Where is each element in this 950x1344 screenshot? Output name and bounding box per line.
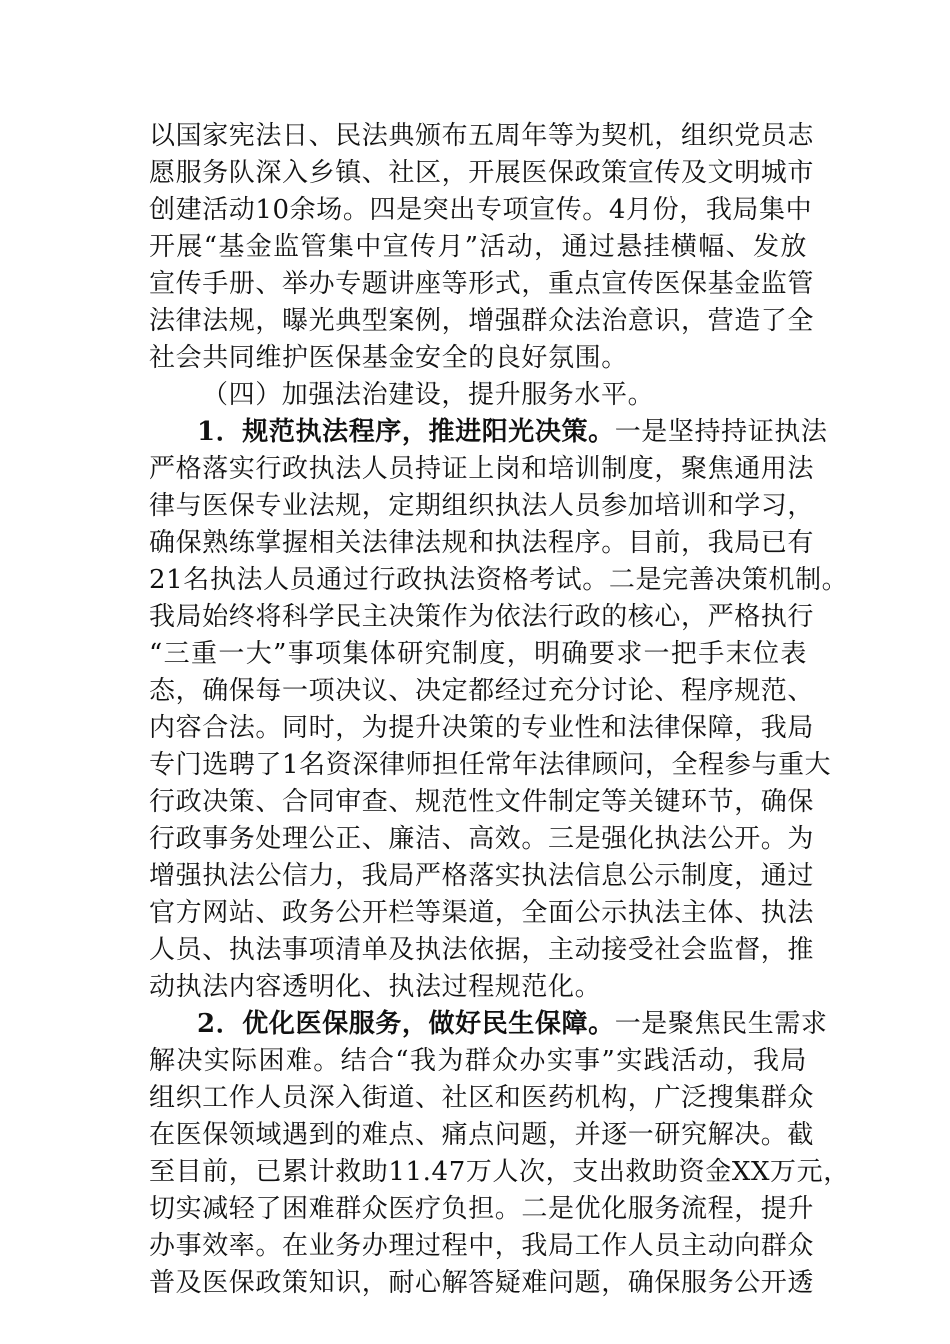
continued-paragraph bbox=[149, 118, 815, 377]
text-line: 解决实际困难。结合“我为群众办实事”实践活动，我局 bbox=[149, 1046, 807, 1076]
text-line: 专门选聘了1名资深律师担任常年法律顾问，全程参与重大 bbox=[149, 750, 832, 780]
text-line: 愿服务队深入乡镇、社区，开展医保政策宣传及文明城市 bbox=[149, 158, 815, 188]
text-line: 确保熟练掌握相关法律法规和执法程序。目前，我局已有 bbox=[149, 528, 815, 558]
text-line: 行政事务处理公正、廉洁、高效。三是强化执法公开。为 bbox=[149, 824, 815, 854]
paragraph-standardize-enforcement bbox=[149, 414, 849, 1006]
text-line: 律与医保专业法规，定期组织执法人员参加培训和学习， bbox=[149, 491, 815, 521]
text-line: “三重一大”事项集体研究制度，明确要求一把手末位表 bbox=[149, 639, 807, 669]
text-line: 法律法规，曝光典型案例，增强群众法治意识，营造了全 bbox=[149, 306, 815, 336]
text-line: 社会共同维护医保基金安全的良好氛围。 bbox=[149, 343, 628, 373]
text-line: 增强执法公信力，我局严格落实执法信息公示制度，通过 bbox=[149, 861, 815, 891]
text-line: 以国家宪法日、民法典颁布五周年等为契机，组织党员志 bbox=[149, 121, 815, 151]
paragraph-first-line-text: 一是聚焦民生需求 bbox=[614, 1009, 828, 1039]
text-line: 在医保领域遇到的难点、痛点问题，并逐一研究解决。截 bbox=[149, 1120, 815, 1150]
document-body bbox=[149, 118, 850, 1302]
paragraph-first-line bbox=[149, 1006, 828, 1043]
text-line: 宣传手册、举办专题讲座等形式，重点宣传医保基金监管 bbox=[149, 269, 815, 299]
text-line: 创建活动10余场。四是突出专项宣传。4月份，我局集中 bbox=[149, 195, 813, 225]
text-line: 21名执法人员通过行政执法资格考试。二是完善决策机制。 bbox=[149, 565, 849, 595]
text-line: 普及医保政策知识，耐心解答疑难问题，确保服务公开透 bbox=[149, 1268, 815, 1298]
text-line: 行政决策、合同审查、规范性文件制定等关键环节，确保 bbox=[149, 787, 815, 817]
text-line: 切实减轻了困难群众医疗负担。二是优化服务流程，提升 bbox=[149, 1194, 815, 1224]
text-line: 至目前，已累计救助11.47万人次，支出救助资金XX万元， bbox=[149, 1157, 850, 1187]
text-line: 内容合法。同时，为提升决策的专业性和法律保障，我局 bbox=[149, 713, 815, 743]
text-line: 人员、执法事项清单及执法依据，主动接受社会监督，推 bbox=[149, 935, 815, 965]
text-line: 动执法内容透明化、执法过程规范化。 bbox=[149, 972, 602, 1002]
paragraph-first-line-text: 一是坚持持证执法 bbox=[614, 417, 828, 447]
paragraph-first-line bbox=[149, 414, 828, 451]
text-line: 开展“基金监管集中宣传月”活动，通过悬挂横幅、发放 bbox=[149, 232, 807, 262]
paragraph-bold-lead: 1．规范执法程序，推进阳光决策。 bbox=[197, 417, 615, 447]
text-line: 官方网站、政务公开栏等渠道，全面公示执法主体、执法 bbox=[149, 898, 815, 928]
text-line: 严格落实行政执法人员持证上岗和培训制度，聚焦通用法 bbox=[149, 454, 815, 484]
paragraph-bold-lead: 2．优化医保服务，做好民生保障。 bbox=[197, 1009, 615, 1039]
text-line: 我局始终将科学民主决策作为依法行政的核心，严格执行 bbox=[149, 602, 815, 632]
text-line: 办事效率。在业务办理过程中，我局工作人员主动向群众 bbox=[149, 1231, 815, 1261]
text-line: 态，确保每一项决议、决定都经过充分讨论、程序规范、 bbox=[149, 676, 815, 706]
paragraph-optimize-services bbox=[149, 1006, 850, 1302]
text-line: 组织工作人员深入街道、社区和医药机构，广泛搜集群众 bbox=[149, 1083, 815, 1113]
section-heading: （四）加强法治建设，提升服务水平。 bbox=[202, 380, 655, 410]
